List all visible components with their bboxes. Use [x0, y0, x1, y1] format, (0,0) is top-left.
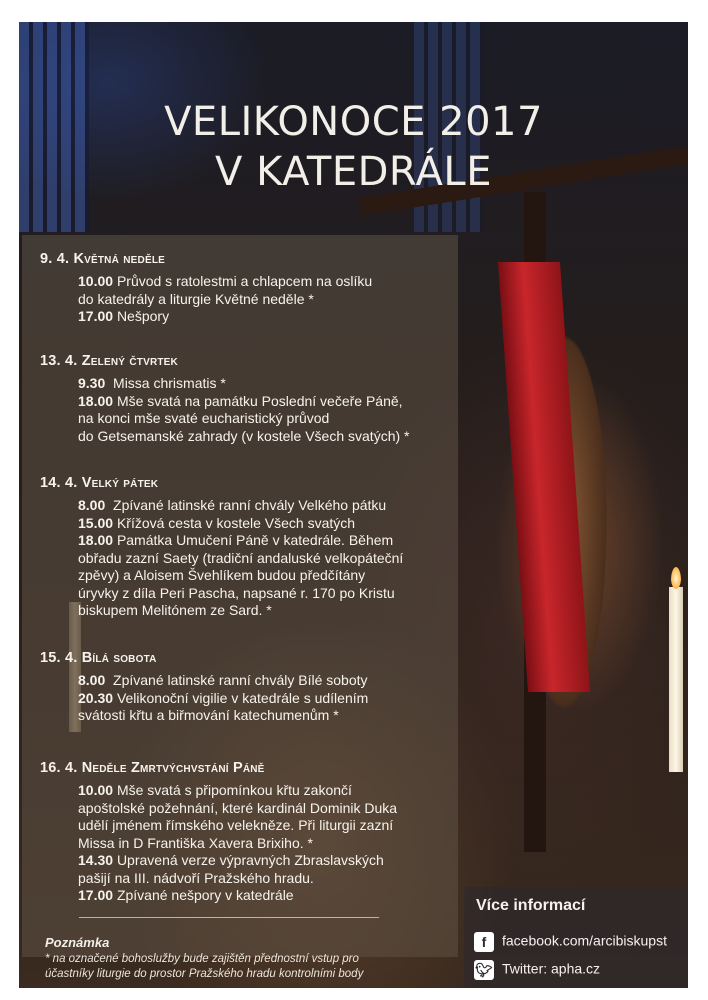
event-line: [78, 782, 397, 800]
event-text: Mše svatá na památku Poslední večeře Páně,: [116, 392, 403, 409]
twitter-icon: 🐦︎: [475, 962, 493, 978]
poster: [19, 22, 688, 988]
twitter-link[interactable]: [474, 960, 600, 980]
day-date: 16. 4.: [40, 760, 78, 776]
event-text: Zpívané latinské ranní chvály Bílé soboty: [113, 672, 368, 688]
event-text: svátosti křtu a biřmování katechumenům *: [78, 707, 339, 723]
event-line: [78, 532, 403, 550]
event-time: 14.30: [78, 852, 114, 868]
event-text: Zpívané nešpory v katedrále: [116, 887, 294, 903]
event-text: do katedrály a liturgie Květné neděle *: [78, 290, 314, 307]
event-line: [78, 690, 368, 708]
event-time: 10.00: [78, 273, 114, 289]
info-box: [464, 887, 688, 988]
event-line: [78, 585, 403, 603]
day-heading: [40, 251, 372, 267]
facebook-icon: f: [474, 932, 494, 952]
day-date: 15. 4.: [40, 650, 78, 666]
event-text: Památka Umučení Páně v katedrále. Během: [116, 532, 394, 548]
day-date: 9. 4.: [40, 251, 70, 267]
note-line: účastníky liturgie do prostor Pražského hradu kontrolními body: [45, 968, 364, 980]
event-line: [78, 800, 397, 818]
twitter-text: Twitter: apha.cz: [502, 960, 601, 977]
event-text: pašijí na III. nádvoří Pražského hradu.: [78, 869, 314, 886]
event-text: apoštolské požehnání, které kardinál Dominik Duka: [78, 799, 398, 816]
event-line: [78, 497, 403, 515]
event-text: Nešpory: [116, 308, 170, 324]
event-time: 8.00: [78, 672, 106, 688]
day-block: [40, 475, 403, 620]
note-divider: [79, 917, 379, 918]
event-text: Missa chrismatis *: [113, 375, 226, 391]
day-heading: [40, 760, 397, 776]
event-text: Missa in D Františka Xavera Brixiho. *: [78, 834, 313, 851]
facebook-link[interactable]: [474, 932, 667, 952]
event-text: do Getsemanské zahrady (v kostele Všech svatých) *: [78, 427, 410, 444]
event-text: úryvky z díla Peri Pascha, napsané r. 170 po Kristu: [78, 584, 395, 601]
event-line: [78, 393, 409, 411]
event-time: 10.00: [78, 782, 114, 798]
event-line: [78, 835, 397, 853]
day-heading: [40, 475, 403, 491]
candle-flame: [671, 567, 681, 589]
event-text: Upravená verze výpravných Zbraslavských: [116, 852, 384, 868]
info-title: Více informací: [476, 897, 586, 914]
note-text: [45, 952, 445, 982]
event-line: [78, 852, 397, 870]
event-time: 20.30: [78, 689, 114, 706]
day-date: 14. 4.: [40, 475, 78, 491]
day-block: [40, 353, 409, 445]
event-text: Křížová cesta v kostele Všech svatých: [116, 514, 356, 531]
day-heading: [40, 650, 368, 666]
schedule-panel: [22, 235, 458, 957]
event-line: [78, 672, 368, 690]
poster-title: [19, 97, 688, 197]
event-time: 8.00: [78, 497, 106, 513]
event-time: 18.00: [78, 532, 114, 548]
title-line-1: VELIKONOCE 2017: [164, 99, 543, 145]
day-block: [40, 650, 368, 725]
event-line: [78, 273, 372, 291]
event-text: Velikonoční vigilie v katedrále s udílením: [116, 689, 369, 706]
event-text: Průvod s ratolestmi a chlapcem na oslíku: [116, 273, 373, 289]
event-line: [78, 515, 403, 533]
title-line-2: V KATEDRÁLE: [215, 149, 492, 195]
event-text: obřadu zazní Saety (tradiční andaluské velkopáteční: [78, 549, 404, 566]
note-title: Poznámka: [45, 935, 110, 950]
event-time: 15.00: [78, 514, 114, 531]
day-name: Neděle Zmrtvýchvstání Páně: [81, 760, 265, 776]
day-block: [40, 760, 397, 905]
event-line: [78, 567, 403, 585]
event-line: [78, 707, 368, 725]
day-heading: [40, 353, 409, 369]
event-text: udělí jménem římského velekněze. Při liturgii zazní: [78, 817, 394, 833]
event-text: biskupem Melitónem ze Sard. *: [78, 602, 272, 618]
event-time: 17.00: [78, 308, 114, 324]
event-text: Zpívané latinské ranní chvály Velkého pátku: [113, 497, 387, 513]
event-line: [78, 870, 397, 888]
note-line: * na označené bohoslužby bude zajištěn přednostní vstup pro: [45, 953, 359, 965]
candle: [669, 587, 683, 772]
event-text: na konci mše svaté eucharistický průvod: [78, 410, 330, 426]
day-name: Bílá sobota: [81, 650, 157, 666]
day-block: [40, 251, 372, 326]
event-line: [78, 291, 372, 309]
event-line: [78, 410, 409, 428]
event-line: [78, 817, 397, 835]
event-time: 18.00: [78, 392, 114, 409]
facebook-text: facebook.com/arcibiskupst: [502, 932, 667, 949]
event-line: [78, 602, 403, 620]
event-line: [78, 375, 409, 393]
event-time: 9.30: [78, 375, 106, 391]
day-name: Velký pátek: [81, 475, 159, 491]
day-date: 13. 4.: [40, 353, 78, 369]
event-line: [78, 887, 397, 905]
event-line: [78, 550, 403, 568]
day-name: Květná neděle: [73, 251, 166, 267]
event-time: 17.00: [78, 887, 114, 903]
event-text: Mše svatá s připomínkou křtu zakončí: [116, 782, 352, 798]
event-text: zpěvy) a Aloisem Švehlíkem budou předčítány: [78, 567, 366, 583]
event-line: [78, 308, 372, 326]
event-line: [78, 428, 409, 446]
day-name: Zelený čtvrtek: [81, 353, 178, 369]
